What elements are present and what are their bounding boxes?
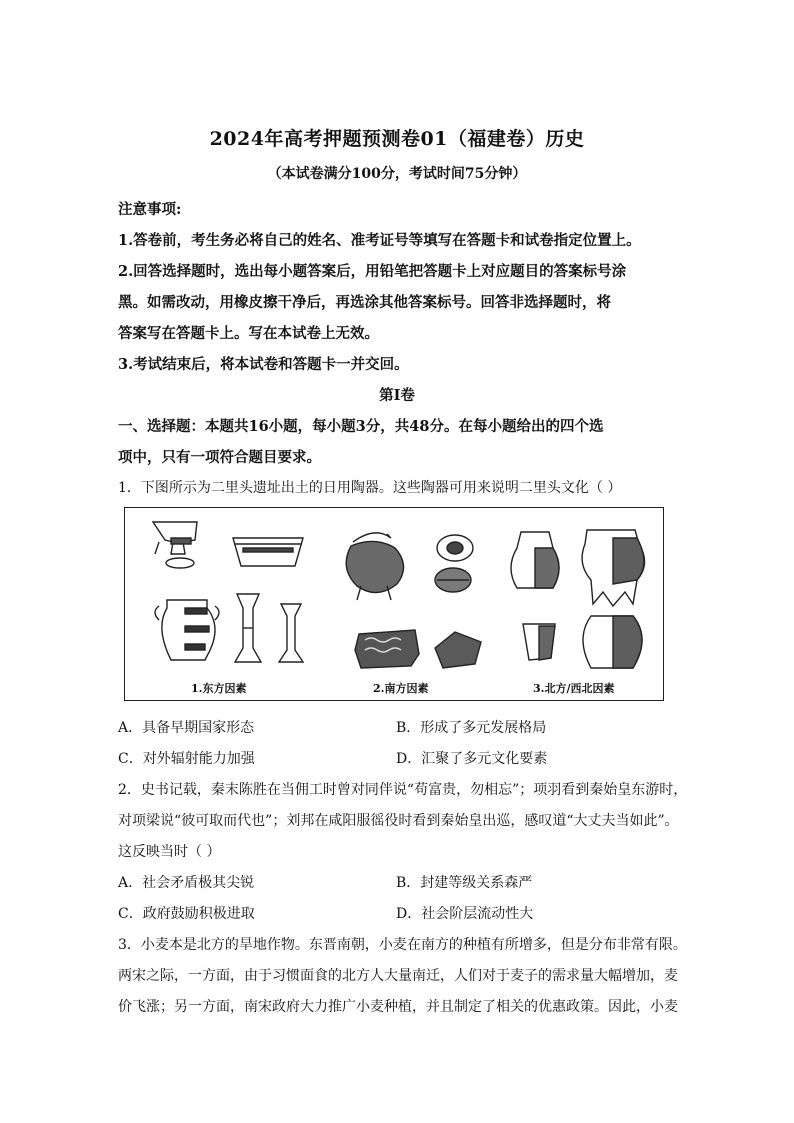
question-3-stem: 两宋之际，一方面，由于习惯面食的北方人大量南迁，人们对于麦子的需求量大幅增加，麦 — [118, 968, 678, 984]
exam-subtitle: （本试卷满分100分，考试时间75分钟） — [267, 166, 527, 182]
note-line: 1.答卷前，考生务必将自己的姓名、准考证号等填写在答题卡和试卷指定位置上。 — [118, 232, 641, 249]
eastern-pottery-group — [153, 522, 303, 662]
note-line: 答案写在答题卡上。写在本试卷上无效。 — [118, 325, 379, 342]
q1-option-b[interactable]: B．形成了多元发展格局 — [396, 720, 547, 736]
question-3-stem: 3．小麦本是北方的旱地作物。东晋南朝，小麦在南方的种植有所增多，但是分布非常有限。 — [118, 937, 687, 953]
pottery-figure — [124, 507, 664, 701]
question-1-stem: 1．下图所示为二里头遗址出土的日用陶器。这些陶器可用来说明二里头文化（ ） — [118, 480, 622, 496]
northern-pottery-group — [511, 530, 645, 668]
note-line: 2.回答选择题时，选出每小题答案后，用铅笔把答题卡上对应题目的答案标号涂 — [118, 263, 627, 280]
question-2-stem: 这反映当时（ ） — [118, 844, 221, 860]
note-line: 3.考试结束后，将本试卷和答题卡一并交回。 — [118, 356, 409, 373]
figure-caption-north: 3.北方/西北因素 — [533, 682, 615, 695]
figure-caption-south: 2.南方因素 — [373, 682, 429, 695]
q2-option-b[interactable]: B．封建等级关系森严 — [396, 875, 533, 891]
question-3-stem: 价飞涨；另一方面，南宋政府大力推广小麦种植，并且制定了相关的优惠政策。因此，小麦 — [118, 999, 678, 1015]
southern-pottery-group — [346, 533, 481, 668]
exam-title: 2024年高考押题预测卷01（福建卷）历史 — [209, 128, 585, 150]
question-2-stem: 对项梁说“彼可取而代也”；刘邦在咸阳服徭役时看到秦始皇出巡，感叹道“大丈夫当如此”。 — [118, 813, 679, 829]
q1-option-a[interactable]: A．具备早期国家形态 — [118, 720, 255, 736]
note-line: 黑。如需改动，用橡皮擦干净后，再选涂其他答案标号。回答非选择题时，将 — [118, 294, 611, 311]
q2-option-c[interactable]: C．政府鼓励积极进取 — [118, 906, 255, 922]
q1-option-d[interactable]: D．汇聚了多元文化要素 — [396, 751, 548, 767]
pottery-illustrations — [125, 508, 662, 699]
q1-option-c[interactable]: C．对外辐射能力加强 — [118, 751, 255, 767]
volume-label: 第Ⅰ卷 — [379, 387, 415, 404]
notes-heading: 注意事项: — [118, 201, 182, 218]
figure-caption-east: 1.东方因素 — [191, 682, 247, 695]
question-2-stem: 2．史书记载，秦末陈胜在当佣工时曾对同伴说“苟富贵，勿相忘”；项羽看到秦始皇东游时， — [118, 782, 688, 798]
q2-option-d[interactable]: D．社会阶层流动性大 — [396, 906, 534, 922]
section-heading-line: 一、选择题：本题共16小题，每小题3分，共48分。在每小题给出的四个选 — [118, 418, 604, 435]
section-heading-line: 项中，只有一项符合题目要求。 — [118, 449, 321, 466]
q2-option-a[interactable]: A．社会矛盾极其尖锐 — [118, 875, 255, 891]
